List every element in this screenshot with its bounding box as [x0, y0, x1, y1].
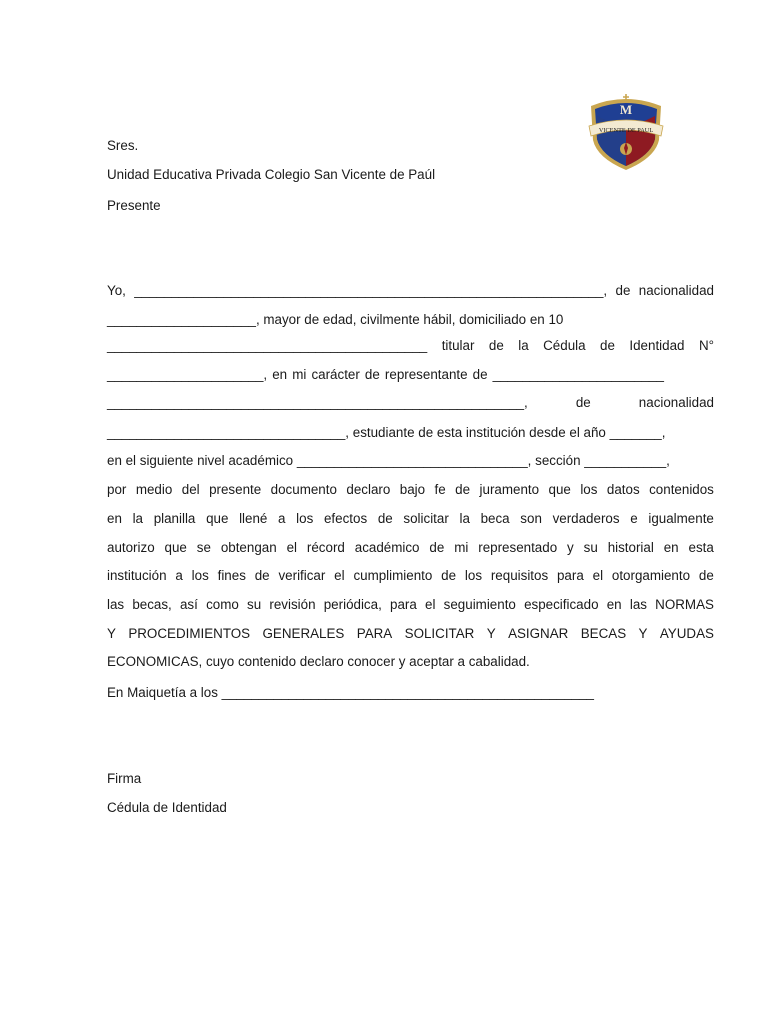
word: su	[583, 540, 598, 555]
word: los	[191, 568, 209, 583]
word: contenidos	[649, 482, 714, 497]
word: mi	[292, 367, 307, 382]
body-line-6: ________________________________, estudiante de esta institución desde el año _______,	[107, 425, 666, 440]
word: de	[441, 568, 457, 583]
word: _____________________,	[107, 367, 268, 382]
word: en	[107, 511, 122, 526]
body-line-5	[107, 394, 714, 411]
word: nacionalidad	[638, 283, 714, 298]
word: son	[520, 511, 542, 526]
word: verificar	[278, 568, 326, 583]
word: GENERALES	[262, 626, 345, 641]
word: de	[575, 395, 591, 410]
word: de	[364, 367, 380, 382]
word: los	[580, 482, 598, 497]
id-card-label: Cédula de Identidad	[107, 800, 227, 815]
word: Y	[107, 626, 116, 641]
word: el	[286, 540, 297, 555]
word: presente	[209, 482, 262, 497]
body-line-9	[107, 510, 714, 527]
word: que	[164, 540, 187, 555]
word: y	[567, 540, 574, 555]
word: institución	[107, 568, 167, 583]
svg-text:M: M	[619, 102, 633, 117]
word: de	[455, 482, 471, 497]
word: el	[334, 568, 345, 583]
word: medio	[135, 482, 173, 497]
body-line-13	[107, 625, 714, 642]
word: _______________________________________________________________,	[134, 283, 608, 298]
word: de	[600, 338, 615, 353]
word: becas,	[132, 597, 172, 612]
word: del	[181, 482, 200, 497]
word: bajo	[399, 482, 426, 497]
word: Y	[486, 626, 496, 641]
word: el	[592, 568, 604, 583]
word: académico	[354, 540, 420, 555]
word: las	[107, 597, 125, 612]
word: _______________________	[492, 367, 664, 382]
svg-text:VICENTE DE PAUL: VICENTE DE PAUL	[598, 127, 654, 134]
word: especificado	[524, 597, 599, 612]
word: a	[278, 511, 286, 526]
crest-image	[585, 92, 667, 172]
word: su	[247, 597, 262, 612]
word: para	[390, 597, 417, 612]
word: mi	[454, 540, 469, 555]
word: en	[663, 540, 679, 555]
word: e	[630, 511, 638, 526]
word: ___________________________________________	[107, 338, 428, 353]
word: de	[429, 540, 445, 555]
word: representado	[478, 540, 558, 555]
word: revisión	[269, 597, 316, 612]
word: la	[132, 511, 144, 526]
word: verdaderos	[552, 511, 620, 526]
word: la	[459, 511, 470, 526]
word: de	[488, 338, 504, 353]
word: beca	[480, 511, 510, 526]
word: documento	[270, 482, 337, 497]
word: de	[615, 283, 631, 298]
word: como	[206, 597, 239, 612]
word: autorizo	[107, 540, 155, 555]
word: que	[206, 511, 229, 526]
school-crest-logo	[585, 92, 667, 172]
word: ________________________________________________________,	[107, 395, 528, 410]
body-line-10	[107, 539, 714, 556]
word: cumplimiento	[353, 568, 433, 583]
signature-label: Firma	[107, 771, 142, 786]
word: requisitos	[490, 568, 549, 583]
place-date-line: En Maiquetía a los __________________________________________________	[107, 685, 594, 700]
word: la	[518, 338, 529, 353]
body-line-3	[107, 337, 714, 354]
body-line-8	[107, 481, 714, 498]
word: efectos	[323, 511, 368, 526]
word: así	[179, 597, 198, 612]
word: periódica,	[323, 597, 382, 612]
word: BECAS	[580, 626, 627, 641]
word: PROCEDIMIENTOS	[128, 626, 251, 641]
body-line-7: en el siguiente nivel académico _______________________________, sección ___________,	[107, 453, 670, 468]
word: llené	[239, 511, 268, 526]
word: titular	[441, 338, 475, 353]
body-line-11	[107, 567, 714, 584]
word: ASIGNAR	[508, 626, 569, 641]
word: seguimiento	[443, 597, 516, 612]
word: de	[254, 568, 270, 583]
word: AYUDAS	[659, 626, 714, 641]
word: nacionalidad	[638, 395, 714, 410]
word: historial	[607, 540, 654, 555]
word: datos	[606, 482, 640, 497]
body-line-4	[107, 366, 664, 383]
word: el	[425, 597, 436, 612]
word: los	[464, 568, 483, 583]
body-line-12	[107, 596, 714, 613]
word: carácter	[311, 367, 360, 382]
word: fines	[217, 568, 246, 583]
word: planilla	[153, 511, 196, 526]
word: NORMAS	[655, 597, 714, 612]
word: solicitar	[403, 511, 449, 526]
word: SOLICITAR	[404, 626, 475, 641]
institution-name: Unidad Educativa Privada Colegio San Vicente de Paúl	[107, 167, 436, 182]
word: récord	[306, 540, 345, 555]
word: declaro	[346, 482, 391, 497]
word: que	[548, 482, 571, 497]
word: para	[556, 568, 584, 583]
word: de	[698, 568, 714, 583]
word: igualmente	[648, 511, 714, 526]
word: obtengan	[220, 540, 277, 555]
word: las	[629, 597, 647, 612]
word: esta	[688, 540, 714, 555]
word: juramento	[479, 482, 540, 497]
word: a	[175, 568, 183, 583]
word: representante	[384, 367, 468, 382]
body-line-1	[107, 282, 714, 299]
word: Cédula	[543, 338, 586, 353]
word: PARA	[356, 626, 393, 641]
word: N°	[698, 338, 714, 353]
salutation: Sres.	[107, 138, 139, 153]
word: de	[377, 511, 393, 526]
word: se	[196, 540, 211, 555]
body-line-2: ____________________, mayor de edad, civilmente hábil, domiciliado en 10	[107, 312, 564, 327]
word: Yo,	[107, 283, 126, 298]
presente-text: Presente	[107, 198, 161, 213]
word: fe	[434, 482, 446, 497]
word: Y	[638, 626, 648, 641]
word: por	[107, 482, 127, 497]
word: Identidad	[629, 338, 685, 353]
word: en	[606, 597, 622, 612]
word: otorgamiento	[611, 568, 691, 583]
body-line-14: ECONOMICAS, cuyo contenido declaro conocer y aceptar a cabalidad.	[107, 654, 530, 669]
word: en	[272, 367, 288, 382]
word: de	[472, 367, 488, 382]
word: los	[296, 511, 314, 526]
